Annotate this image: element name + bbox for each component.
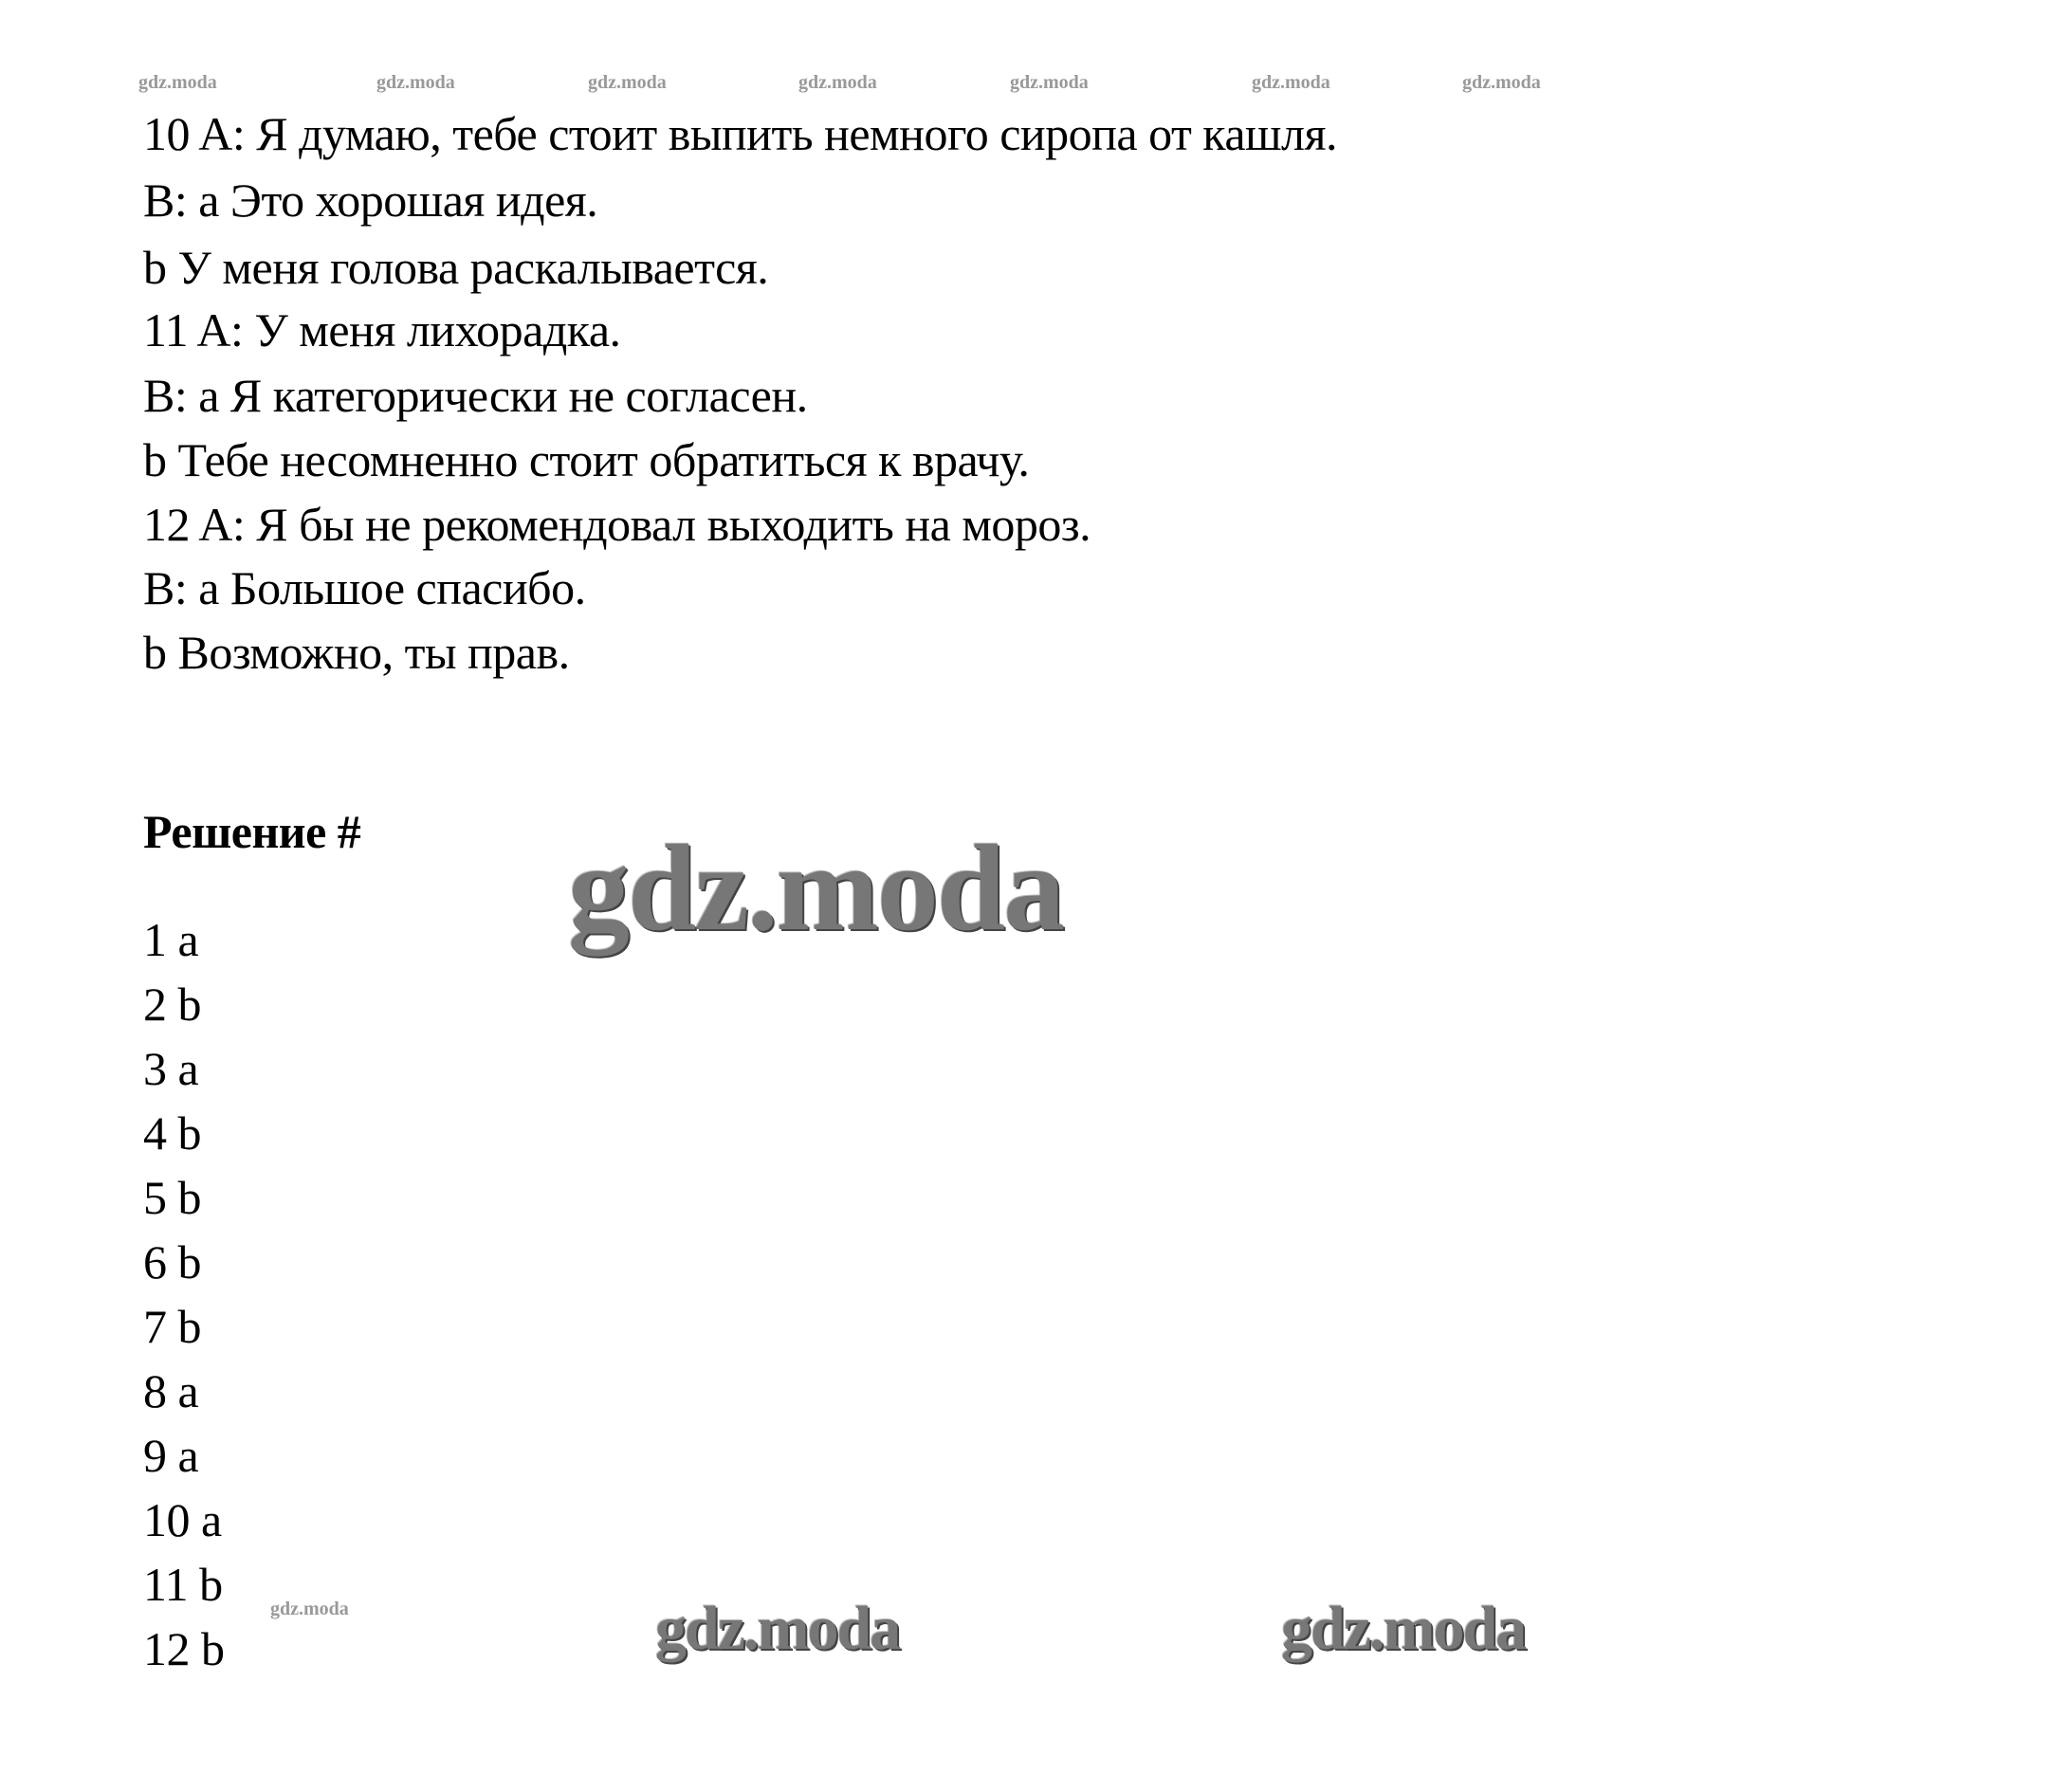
dialogue-line: B: a Большое спасибо. <box>143 561 586 614</box>
dialogue-line: B: a Я категорически не согласен. <box>143 369 808 422</box>
answer-item: 11 b <box>143 1558 223 1611</box>
watermark: gdz.moda <box>270 1599 349 1619</box>
answer-item: 3 a <box>143 1042 199 1095</box>
answer-item: 7 b <box>143 1300 201 1353</box>
watermark: gdz.moda <box>1010 72 1089 93</box>
watermark: gdz.moda <box>138 72 217 93</box>
watermark: gdz.moda <box>798 72 877 93</box>
dialogue-line: b Тебе несомненно стоит обратиться к врачу. <box>143 433 1030 486</box>
solution-heading: Решение # <box>143 805 361 858</box>
watermark: gdz.moda <box>1281 1594 1526 1663</box>
answer-item: 12 b <box>143 1622 225 1675</box>
dialogue-line: b Возможно, ты прав. <box>143 626 570 679</box>
dialogue-line: 11 A: У меня лихорадка. <box>143 303 621 356</box>
answer-item: 9 a <box>143 1429 199 1482</box>
dialogue-line: B: a Это хорошая идея. <box>143 174 598 227</box>
watermark: gdz.moda <box>1252 72 1330 93</box>
watermark: gdz.moda <box>655 1594 900 1663</box>
dialogue-line: b У меня голова раскалывается. <box>143 241 769 294</box>
answer-item: 10 a <box>143 1493 222 1546</box>
watermark: gdz.moda <box>376 72 455 93</box>
answer-item: 2 b <box>143 978 201 1031</box>
watermark: gdz.moda <box>1462 72 1541 93</box>
answer-item: 8 a <box>143 1364 199 1417</box>
answer-item: 5 b <box>143 1171 201 1224</box>
answer-item: 6 b <box>143 1235 201 1288</box>
answer-item: 4 b <box>143 1106 201 1160</box>
watermark-large: gdz.moda <box>568 820 1064 957</box>
watermark: gdz.moda <box>588 72 667 93</box>
dialogue-line: 10 A: Я думаю, тебе стоит выпить немного сиропа от кашля. <box>143 107 1337 160</box>
answer-item: 1 a <box>143 913 199 966</box>
dialogue-line: 12 A: Я бы не рекомендовал выходить на мороз. <box>143 498 1091 551</box>
